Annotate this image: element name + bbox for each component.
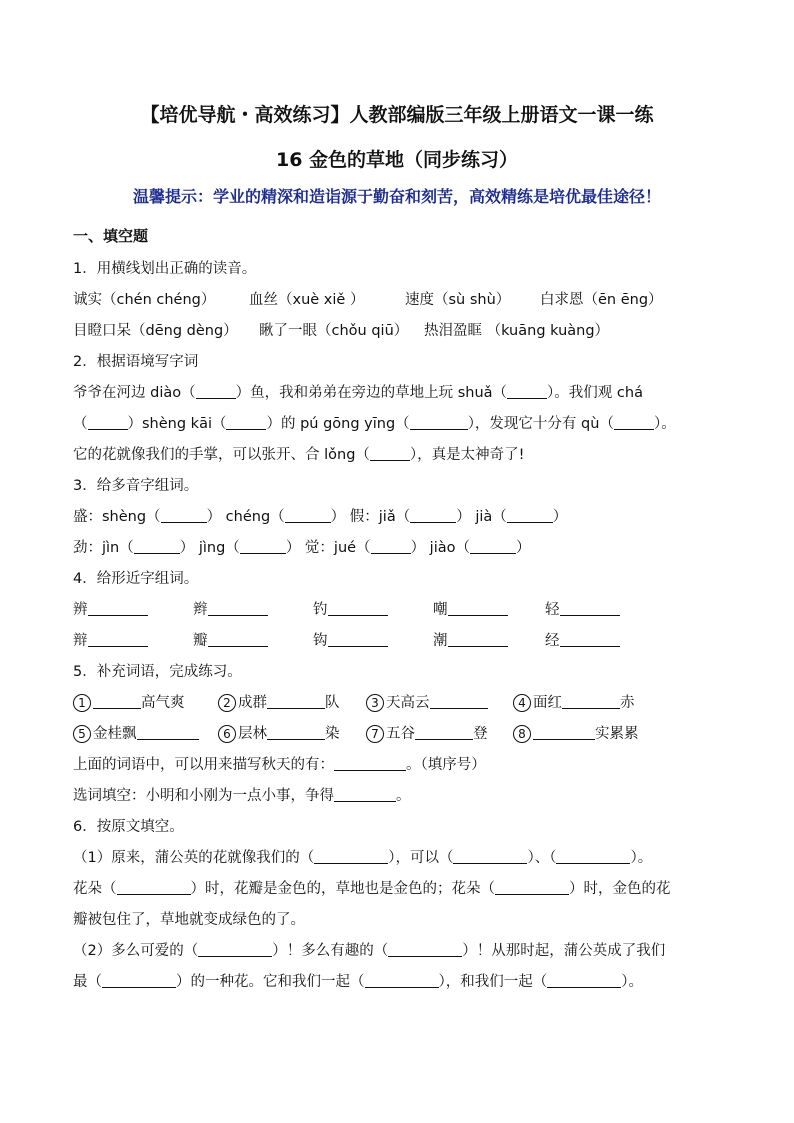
answer-blank[interactable] xyxy=(470,537,516,554)
worksheet-title: 【培优导航・高效练习】人教部编版三年级上册语文一课一练 xyxy=(140,104,654,126)
answer-blank[interactable] xyxy=(161,506,207,523)
question-1-row-1 xyxy=(73,285,733,316)
idiom-item: 5 金桂飘 xyxy=(73,719,218,750)
question-6-line-2: 花朵（ ）时，花瓣是金色的，草地也是金色的；花朵（ ）时，金色的花 xyxy=(73,874,733,905)
idiom-item: 2 成群 队 xyxy=(218,688,366,719)
pinyin-item: 白求恩（ēn ēng） xyxy=(540,292,663,308)
answer-blank[interactable] xyxy=(240,537,286,554)
question-2-line-3: 它的花就像我们的手掌，可以张开、合 lǒng（ ），真是太神奇了! xyxy=(73,440,733,471)
answer-blank[interactable] xyxy=(507,382,547,399)
pinyin-item: 热泪盈眶 （kuāng kuàng） xyxy=(424,323,610,339)
question-5-row-1 xyxy=(73,688,733,719)
answer-blank[interactable] xyxy=(448,630,508,647)
number-circle: 4 xyxy=(513,694,531,712)
answer-blank[interactable] xyxy=(208,599,268,616)
exercise-content xyxy=(73,254,733,998)
answer-blank[interactable] xyxy=(117,878,191,895)
answer-blank[interactable] xyxy=(267,692,325,709)
question-2-line-1: 爷爷在河边 diào（ ）鱼，我和弟弟在旁边的草地上玩 shuǎ（ ）。我们观 chá xyxy=(73,378,733,409)
answer-blank[interactable] xyxy=(560,599,620,616)
answer-blank[interactable] xyxy=(88,630,148,647)
answer-blank[interactable] xyxy=(453,847,527,864)
similar-char: 轻 xyxy=(545,602,560,618)
answer-blank[interactable] xyxy=(365,971,439,988)
question-5-choose: 选词填空：小明和小刚为一点小事，争得 。 xyxy=(73,781,733,812)
idiom-item: 1 高气爽 xyxy=(73,688,218,719)
similar-char: 钓 xyxy=(313,602,328,618)
answer-blank[interactable] xyxy=(334,754,406,771)
question-1-title: 1．用横线划出正确的读音。 xyxy=(73,261,257,277)
answer-blank[interactable] xyxy=(334,785,396,802)
answer-blank[interactable] xyxy=(328,630,388,647)
question-2-title: 2．根据语境写字词 xyxy=(73,354,199,370)
answer-blank[interactable] xyxy=(448,599,508,616)
answer-blank[interactable] xyxy=(198,940,272,957)
question-5-row-2 xyxy=(73,719,733,750)
answer-blank[interactable] xyxy=(410,413,468,430)
lesson-title: 16 金色的草地（同步练习） xyxy=(275,149,519,171)
similar-char: 潮 xyxy=(433,633,448,649)
number-circle: 1 xyxy=(73,694,91,712)
answer-blank[interactable] xyxy=(560,630,620,647)
answer-blank[interactable] xyxy=(562,692,620,709)
question-4-title: 4．给形近字组词。 xyxy=(73,571,199,587)
answer-blank[interactable] xyxy=(267,723,325,740)
answer-blank[interactable] xyxy=(285,506,331,523)
pinyin-item: 目瞪口呆（dēng dèng） xyxy=(73,323,238,339)
answer-blank[interactable] xyxy=(430,692,488,709)
answer-blank[interactable] xyxy=(415,723,473,740)
pinyin-item: 血丝（xuè xiě ） xyxy=(249,292,365,308)
question-6-line-3: 瓣被包住了，草地就变成绿色的了。 xyxy=(73,912,305,928)
question-6-line-4: （2）多么可爱的（ ）！多么有趣的（ ）！从那时起，蒲公英成了我们 xyxy=(73,936,733,967)
tip-text: 温馨提示：学业的精深和造诣源于勤奋和刻苦，高效精练是培优最佳途径！ xyxy=(132,187,661,206)
question-5-title: 5．补充词语，完成练习。 xyxy=(73,664,242,680)
answer-blank[interactable] xyxy=(371,537,411,554)
number-circle: 5 xyxy=(73,725,91,743)
answer-blank[interactable] xyxy=(547,971,621,988)
idiom-item: 3 天高云 xyxy=(366,688,513,719)
similar-char: 经 xyxy=(545,633,560,649)
question-3-row-1: 盛：shèng（ ） chéng（ ） 假：jiǎ（ ） jià（ ） xyxy=(73,502,733,533)
idiom-item: 8 实累累 xyxy=(513,719,639,750)
similar-char: 瓣 xyxy=(193,633,208,649)
number-circle: 6 xyxy=(218,725,236,743)
question-3-title: 3．给多音字组词。 xyxy=(73,478,199,494)
number-circle: 3 xyxy=(366,694,384,712)
answer-blank[interactable] xyxy=(533,723,595,740)
answer-blank[interactable] xyxy=(507,506,553,523)
answer-blank[interactable] xyxy=(495,878,569,895)
question-2-line-2: （ ）shèng kāi（ ）的 pú gōng yīng（ ），发现它十分有 qù（ ）。 xyxy=(73,409,733,440)
section-heading: 一、填空题 xyxy=(73,227,149,245)
answer-blank[interactable] xyxy=(614,413,654,430)
answer-blank[interactable] xyxy=(556,847,630,864)
question-4-row-1 xyxy=(73,595,733,626)
similar-char: 辫 xyxy=(193,602,208,618)
similar-char: 辩 xyxy=(73,633,88,649)
similar-char: 辨 xyxy=(73,602,88,618)
question-6-line-1: （1）原来，蒲公英的花就像我们的（ ），可以（ ）、（ ）。 xyxy=(73,843,733,874)
answer-blank[interactable] xyxy=(314,847,388,864)
answer-blank[interactable] xyxy=(328,599,388,616)
similar-char: 钩 xyxy=(313,633,328,649)
answer-blank[interactable] xyxy=(370,444,410,461)
similar-char: 嘲 xyxy=(433,602,448,618)
number-circle: 7 xyxy=(366,725,384,743)
number-circle: 2 xyxy=(218,694,236,712)
answer-blank[interactable] xyxy=(410,506,456,523)
answer-blank[interactable] xyxy=(196,382,236,399)
pinyin-item: 瞅了一眼（chǒu qiū） xyxy=(259,323,409,339)
answer-blank[interactable] xyxy=(102,971,176,988)
answer-blank[interactable] xyxy=(137,723,199,740)
question-5-autumn: 上面的词语中，可以用来描写秋天的有： 。（填序号） xyxy=(73,750,733,781)
answer-blank[interactable] xyxy=(388,940,462,957)
pinyin-item: 速度（sù shù） xyxy=(405,292,511,308)
idiom-item: 7 五谷 登 xyxy=(366,719,513,750)
answer-blank[interactable] xyxy=(93,692,141,709)
question-4-row-2 xyxy=(73,626,733,657)
question-6-title: 6．按原文填空。 xyxy=(73,819,184,835)
question-1-row-2 xyxy=(73,316,733,347)
answer-blank[interactable] xyxy=(226,413,266,430)
answer-blank[interactable] xyxy=(208,630,268,647)
answer-blank[interactable] xyxy=(88,599,148,616)
idiom-item: 4 面红 赤 xyxy=(513,688,635,719)
answer-blank[interactable] xyxy=(88,413,128,430)
number-circle: 8 xyxy=(513,725,531,743)
question-6-line-5: 最（ ）的一种花。它和我们一起（ ），和我们一起（ ）。 xyxy=(73,967,733,998)
question-3-row-2: 劲：jìn（ ） jìng（ ） 觉：jué（ ） jiào（ ） xyxy=(73,533,733,564)
idiom-item: 6 层林 染 xyxy=(218,719,366,750)
pinyin-item: 诚实（chén chéng） xyxy=(73,292,216,308)
answer-blank[interactable] xyxy=(134,537,180,554)
